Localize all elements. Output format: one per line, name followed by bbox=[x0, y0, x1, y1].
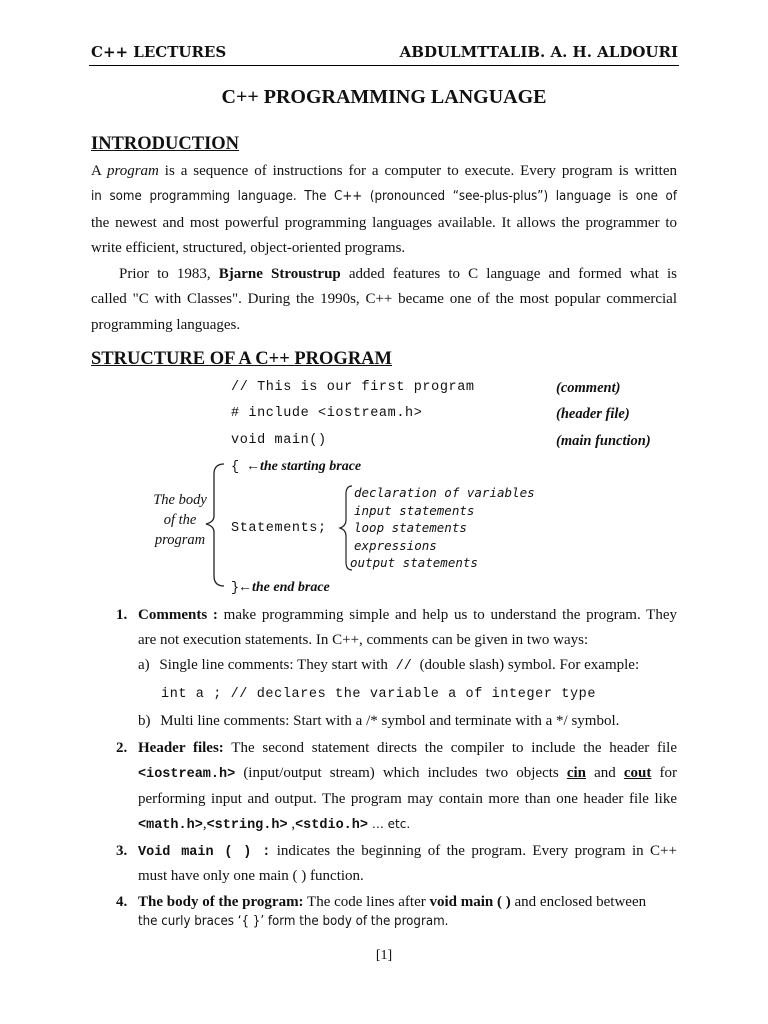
intro-para2-line2: called "C with Classes". During the 1990s, C++ became one of the most popular commercial bbox=[91, 291, 677, 307]
code-note-main: (main function) bbox=[556, 433, 651, 449]
statements-label: Statements; bbox=[231, 521, 327, 536]
statement-type-input: input statements bbox=[354, 503, 475, 518]
code-line-main: void main() bbox=[231, 433, 327, 448]
close-brace: } bbox=[231, 581, 240, 596]
structure-heading: STRUCTURE OF A C++ PROGRAM bbox=[91, 349, 392, 369]
list-item-header-line4: <math.h>,<string.h> ,<stdio.h> … etc. bbox=[138, 816, 411, 833]
statement-type-loop: loop statements bbox=[354, 520, 467, 535]
open-brace: { bbox=[231, 460, 240, 475]
open-brace-note: ←the starting brace bbox=[246, 459, 362, 474]
close-brace-note: ←the end brace bbox=[238, 580, 330, 595]
cin-term: cin bbox=[566, 765, 587, 781]
body-bracket-icon bbox=[200, 458, 230, 594]
intro-para1-line1: A program is a sequence of instructions for a computer to execute. Every program is written bbox=[91, 163, 677, 179]
comment-type-b: b) Multi line comments: Start with a /* symbol and terminate with a */ symbol. bbox=[138, 713, 620, 729]
header-rule bbox=[89, 65, 679, 66]
list-number-4: 4. bbox=[116, 894, 128, 910]
statement-type-output: output statements bbox=[350, 555, 478, 570]
list-number-3: 3. bbox=[116, 843, 128, 859]
comment-type-a: a) Single line comments: They start with // (double slash) symbol. For example: bbox=[138, 657, 640, 674]
list-item-main-line2: must have only one main ( ) function. bbox=[138, 868, 364, 884]
intro-para2-line3: programming languages. bbox=[91, 317, 241, 333]
stroustrup-name: Bjarne Stroustrup bbox=[218, 266, 341, 282]
intro-para2-line1: Prior to 1983, Bjarne Stroustrup added features to C language and formed what is bbox=[119, 266, 677, 282]
code-line-include: # include <iostream.h> bbox=[231, 406, 423, 421]
intro-para1-line4: write efficient, structured, object-oriented programs. bbox=[91, 240, 406, 256]
body-label: The body of the program bbox=[153, 492, 207, 548]
intro-heading: INTRODUCTION bbox=[91, 134, 240, 154]
list-item-header-line1: Header files: The second statement directs the compiler to include the header file bbox=[138, 740, 677, 756]
list-item-header-line3: performing input and output. The program may contain more than one header file like bbox=[138, 791, 677, 807]
statement-type-declaration: declaration of variables bbox=[354, 485, 535, 500]
header-right: ABDULMTTALIB. A. H. ALDOURI bbox=[399, 43, 678, 61]
list-item-body-line1: The body of the program: The code lines after void main ( ) and enclosed between bbox=[138, 894, 647, 910]
header-left: C++ LECTURES bbox=[91, 43, 227, 61]
cout-term: cout bbox=[623, 765, 652, 781]
program-term: program bbox=[106, 163, 159, 179]
page-number: [1] bbox=[375, 948, 393, 963]
list-item-body-line2: the curly braces ‘{ }’ form the body of the program. bbox=[138, 914, 449, 929]
list-item-header-line2: <iostream.h> (input/output stream) which includes two objects cin and cout for bbox=[138, 765, 677, 782]
list-number-2: 2. bbox=[116, 740, 128, 756]
statement-type-expressions: expressions bbox=[354, 538, 437, 553]
code-note-comment: (comment) bbox=[556, 380, 621, 396]
list-item-main-line1: Void main ( ) : indicates the beginning of the program. Every program in C++ bbox=[138, 843, 677, 860]
list-number-1: 1. bbox=[116, 607, 128, 623]
page-title: C++ PROGRAMMING LANGUAGE bbox=[221, 86, 547, 108]
code-note-header: (header file) bbox=[556, 406, 630, 422]
code-line-comment: // This is our first program bbox=[231, 380, 475, 395]
comment-example-code: int a ; // declares the variable a of integer type bbox=[161, 687, 597, 702]
list-item-comments-line2: are not execution statements. In C++, comments can be given in two ways: bbox=[138, 632, 589, 648]
intro-para1-line2: in some programming language. The C++ (pronounced “see-plus-plus”) language is one of bbox=[91, 189, 677, 204]
intro-para1-line3: the newest and most powerful programming languages available. It allows the programmer to bbox=[91, 215, 677, 231]
list-item-comments-line1: Comments : make programming simple and help us to understand the program. They bbox=[138, 607, 678, 623]
